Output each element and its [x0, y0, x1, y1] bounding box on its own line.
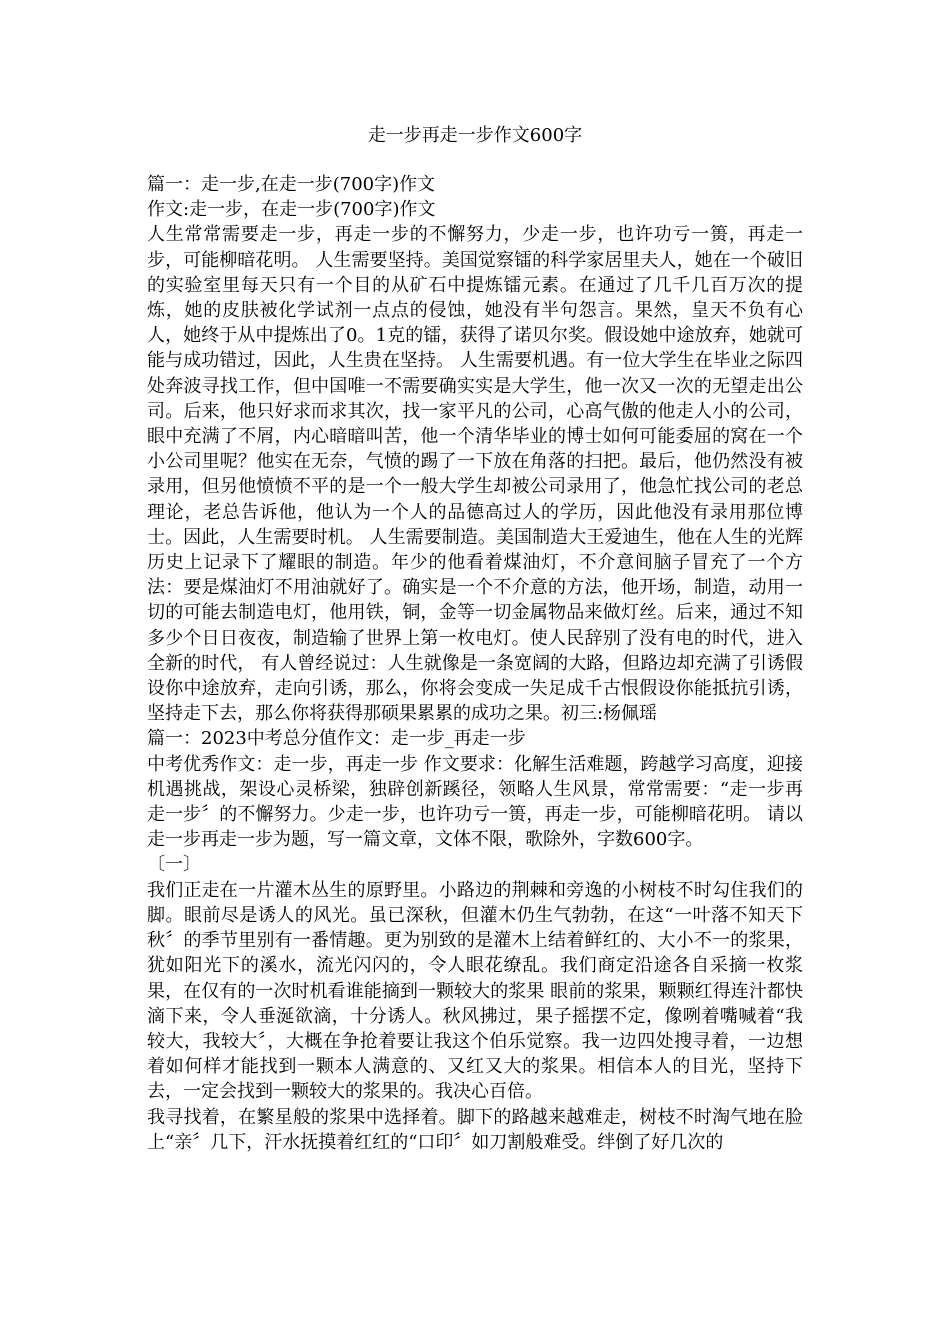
essay-subtitle: 作文:走一步，在走一步(700字)作文 — [147, 199, 436, 221]
essay-paragraph: 人生常常需要走一步，再走一步的不懈努力，少走一步，也许功亏一篑，再走一步，可能柳暗花明。 人生需要坚持。美国觉察镭的科学家居里夫人，她在一个破旧的实验室里每天只有一个目的从矿石中提炼镭元素。在通过了几千几百万次的提炼，她的皮肤被化学试剂一点点的侵蚀，她没有半句怨言。果然，皇天不负有心人，她终于从中提炼出了0。1克的镭，获得了诺贝尔奖。假设她中途放弃，她就可能与成功错过，因此，人生贵在坚持。 人生需要机遇。有一位大学生在毕业之际四处奔波寻找工作，但中国唯一不需要确实实是大学生，他一次又一次的无望走出公司。后来，他只好求而求其次，找一家平凡的公司，心高气傲的他走人小的公司，眼中充满了不屑，内心暗暗叫苦，他一个清华毕业的博士如何可能委屈的窝在一个小公司里呢？他实在无奈，气愤的踢了一下放在角落的扫把。最后，他仍然没有被录用，但另他愤愤不平的是一个一般大学生却被公司录用了，他急忙找公司的老总理论，老总告诉他，他认为一个人的品德高过人的学历，因此他没有录用那位博士。因此，人生需要时机。 人生需要制造。美国制造大王爱迪生，他在人生的光辉历史上记录下了耀眼的制造。年少的他看着煤油灯，不介意间脑子冒充了一个方法：要是煤油灯不用油就好了。确实是一个不介意的方法，他开场，制造，动用一切的可能去制造电灯，他用铁，铜，金等一切金属物品来做灯丝。后来，通过不知多少个日日夜夜，制造输了世界上第一枚电灯。使人民辞别了没有电的时代，进入全新的时代， 有人曾经说过：人生就像是一条宽阔的大路，但路边却充满了引诱假设你中途放弃，走向引诱，那么，你将会变成一失足成千古恨假设你能抵抗引诱，坚持走下去，那么你将获得那硕果累累的成功之果。初三:杨佩瑶 — [147, 224, 803, 725]
section-number: 〔一〕 — [147, 854, 201, 876]
essay-paragraph: 中考优秀作文：走一步，再走一步 作文要求：化解生活难题，跨越学习高度，迎接机遇挑战，架设心灵桥梁，独辟创新蹊径，领略人生风景，常常需要：“走一步再走一步〞的不懈努力。少走一步，也许功亏一篑，再走一步，可能柳暗花明。 请以走一步再走一步为题，写一篇文章，文体不限，歌除外，字数600字。 — [147, 753, 803, 851]
essay-paragraph: 我们正走在一片灌木丛生的原野里。小路边的荆棘和旁逸的小树枝不时勾住我们的脚。眼前尽是诱人的风光。虽已深秋，但灌木仍生气勃勃，在这“一叶落不知天下秋〞的季节里别有一番情趣。更为别致的是灌木上结着鲜红的、大小不一的浆果，犹如阳光下的溪水，流光闪闪的，令人眼花缭乱。我们商定沿途各自采摘一枚浆果，在仅有的一次时机看谁能摘到一颗较大的浆果 眼前的浆果，颗颗红得连汁都快滴下来，令人垂涎欲滴，十分诱人。秋风拂过，果子摇摆不定，像咧着嘴喊着“我较大，我较大〞，大概在争抢着要让我这个伯乐觉察。我一边四处搜寻着，一边想着如何样才能找到一颗本人满意的、又红又大的浆果。相信本人的目光，坚持下去，一定会找到一颗较大的浆果的。我决心百倍。 — [147, 879, 803, 1103]
section-heading: 篇一：2023中考总分值作文：走一步_再走一步 — [147, 728, 526, 750]
document-title: 走一步再走一步作文600字 — [367, 125, 583, 146]
essay-paragraph: 我寻找着，在繁星般的浆果中选择着。脚下的路越来越难走，树枝不时淘气地在脸上“亲〞几下，汗水抚摸着红红的“口印〞如刀割般难受。绊倒了好几次的 — [147, 1106, 803, 1153]
section-heading: 篇一：走一步,在走一步(700字)作文 — [147, 174, 436, 195]
document-body — [147, 172, 803, 1155]
